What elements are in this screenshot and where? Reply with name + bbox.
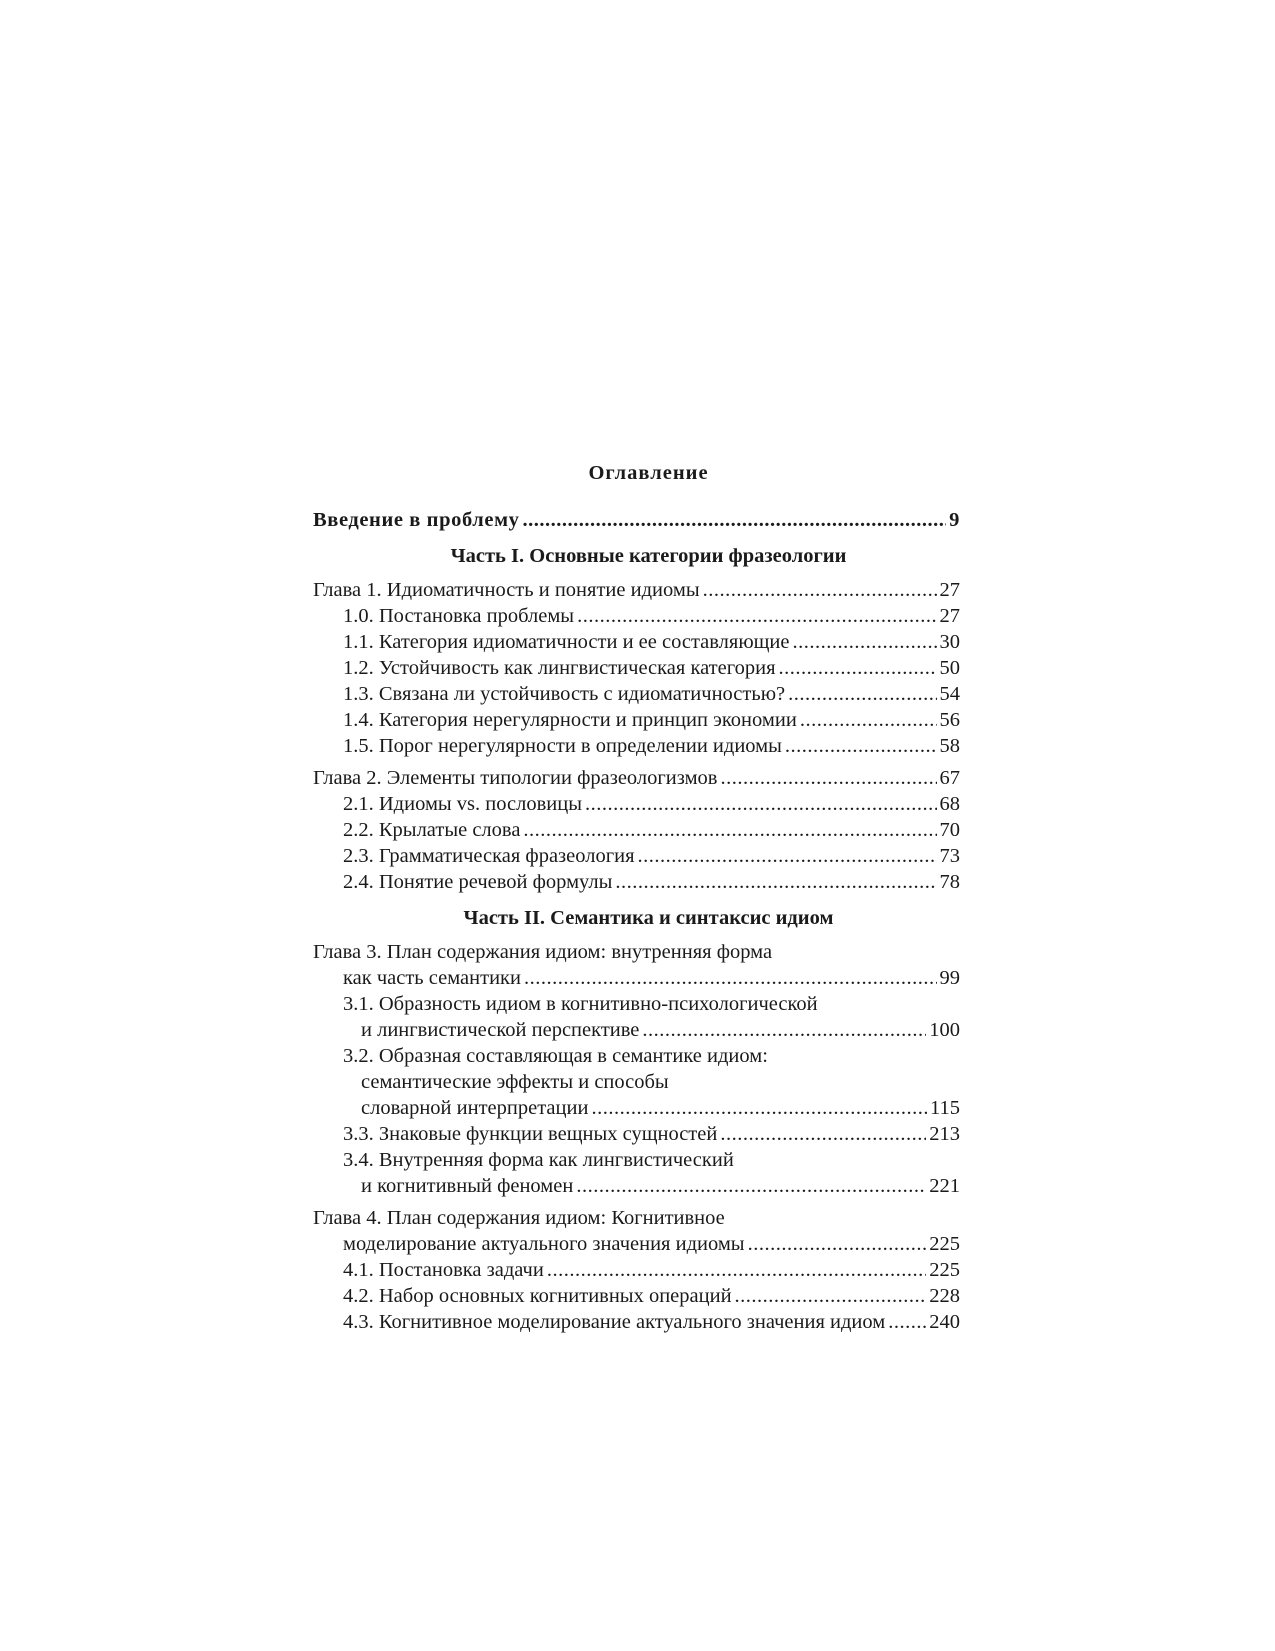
leader-dots	[523, 817, 936, 843]
toc-entry-section-3-4-line1[interactable]: 3.4. Внутренняя форма как лингвистический	[343, 1149, 734, 1171]
leader-dots	[547, 1257, 926, 1283]
entry-title: моделирование актуального значения идиомы	[343, 1233, 745, 1255]
leader-dots	[788, 681, 936, 707]
leader-dots	[720, 765, 936, 791]
entry-title: 4.1. Постановка задачи	[343, 1259, 544, 1281]
entry-title: 2.4. Понятие речевой формулы	[343, 871, 613, 893]
leader-dots	[642, 1017, 926, 1043]
entry-title: Введение в проблему	[313, 509, 520, 531]
entry-title: и лингвистической перспективе	[361, 1019, 640, 1041]
toc-entry-section-4-3[interactable]	[313, 1309, 960, 1335]
entry-page: 73	[939, 845, 960, 867]
toc-entry-section-1-0[interactable]	[313, 603, 960, 629]
entry-page: 70	[939, 819, 960, 841]
entry-title: словарной интерпретации	[361, 1097, 589, 1119]
entry-page: 240	[929, 1311, 960, 1333]
toc-entry-section-1-1[interactable]	[313, 629, 960, 655]
toc-entry-chapter-4-line1[interactable]: Глава 4. План содержания идиом: Когнитивное	[313, 1207, 725, 1229]
entry-title: 4.3. Когнитивное моделирование актуального значения идиом	[343, 1311, 886, 1333]
entry-page: 213	[929, 1123, 960, 1145]
entry-title: Глава 2. Элементы типологии фразеологизмов	[313, 767, 718, 789]
toc-entry-section-4-2[interactable]	[313, 1283, 960, 1309]
toc-entry-section-3-1[interactable]	[313, 1017, 960, 1043]
entry-page: 225	[929, 1233, 960, 1255]
entry-page: 221	[929, 1175, 960, 1197]
toc-entry-section-1-3[interactable]	[313, 681, 960, 707]
leader-dots	[735, 1283, 927, 1309]
leader-dots	[615, 869, 936, 895]
leader-dots	[524, 965, 937, 991]
leader-dots	[577, 603, 936, 629]
entry-page: 68	[939, 793, 960, 815]
entry-page: 9	[949, 509, 960, 531]
entry-title: 2.1. Идиомы vs. пословицы	[343, 793, 582, 815]
entry-title: 2.2. Крылатые слова	[343, 819, 521, 841]
entry-page: 115	[930, 1097, 960, 1119]
entry-title: 1.4. Категория нерегулярности и принцип экономии	[343, 709, 797, 731]
leader-dots	[888, 1309, 926, 1335]
leader-dots	[785, 733, 937, 759]
toc-entry-section-3-4[interactable]	[313, 1173, 960, 1199]
entry-title: 1.3. Связана ли устойчивость с идиоматичностью?	[343, 683, 786, 705]
toc-entry-section-3-2[interactable]	[313, 1095, 960, 1121]
entry-page: 56	[939, 709, 960, 731]
leader-dots	[591, 1095, 927, 1121]
entry-page: 30	[939, 631, 960, 653]
toc-entry-chapter-4[interactable]	[313, 1231, 960, 1257]
toc-entry-section-4-1[interactable]	[313, 1257, 960, 1283]
leader-dots	[800, 707, 937, 733]
toc-entry-section-2-4[interactable]	[313, 869, 960, 895]
toc-entry-intro[interactable]	[313, 507, 960, 533]
entry-page: 27	[939, 579, 960, 601]
entry-title: 1.5. Порог нерегулярности в определении идиомы	[343, 735, 782, 757]
entry-page: 78	[939, 871, 960, 893]
part-heading-2: Часть II. Семантика и синтаксис идиом	[463, 907, 834, 929]
toc-entry-section-3-2-line2[interactable]: семантические эффекты и способы	[361, 1071, 669, 1093]
toc-entry-section-3-2-line1[interactable]: 3.2. Образная составляющая в семантике идиом:	[343, 1045, 768, 1067]
leader-dots	[638, 843, 937, 869]
leader-dots	[585, 791, 937, 817]
leader-dots	[720, 1121, 926, 1147]
toc-entry-section-1-5[interactable]	[313, 733, 960, 759]
toc-entry-section-1-4[interactable]	[313, 707, 960, 733]
leader-dots	[779, 655, 937, 681]
leader-dots	[576, 1173, 926, 1199]
entry-page: 27	[939, 605, 960, 627]
entry-title: 1.2. Устойчивость как лингвистическая категория	[343, 657, 776, 679]
toc-entry-section-3-1-line1[interactable]: 3.1. Образность идиом в когнитивно-психологической	[343, 993, 818, 1015]
entry-title: и когнитивный феномен	[361, 1175, 574, 1197]
entry-page: 225	[929, 1259, 960, 1281]
entry-title: 1.1. Категория идиоматичности и ее составляющие	[343, 631, 790, 653]
entry-page: 228	[929, 1285, 960, 1307]
toc-title: Оглавление	[588, 462, 709, 484]
toc-entry-section-2-2[interactable]	[313, 817, 960, 843]
entry-title: как часть семантики	[343, 967, 521, 989]
toc-entry-chapter-2[interactable]	[313, 765, 960, 791]
entry-page: 50	[939, 657, 960, 679]
entry-title: 2.3. Грамматическая фразеология	[343, 845, 635, 867]
table-of-contents	[313, 462, 960, 1335]
entry-page: 54	[939, 683, 960, 705]
entry-page: 100	[929, 1019, 960, 1041]
leader-dots	[793, 629, 937, 655]
leader-dots	[703, 577, 937, 603]
entry-page: 58	[939, 735, 960, 757]
toc-entry-section-2-3[interactable]	[313, 843, 960, 869]
toc-entry-chapter-3[interactable]	[313, 965, 960, 991]
entry-title: 3.3. Знаковые функции вещных сущностей	[343, 1123, 718, 1145]
toc-entry-chapter-1[interactable]	[313, 577, 960, 603]
leader-dots	[748, 1231, 927, 1257]
leader-dots	[523, 507, 947, 533]
entry-title: 4.2. Набор основных когнитивных операций	[343, 1285, 732, 1307]
entry-page: 99	[939, 967, 960, 989]
toc-entry-section-2-1[interactable]	[313, 791, 960, 817]
toc-entry-chapter-3-line1[interactable]: Глава 3. План содержания идиом: внутренняя форма	[313, 941, 773, 963]
toc-entry-section-1-2[interactable]	[313, 655, 960, 681]
part-heading-1: Часть I. Основные категории фразеологии	[450, 545, 847, 567]
entry-page: 67	[939, 767, 960, 789]
entry-title: Глава 1. Идиоматичность и понятие идиомы	[313, 579, 700, 601]
toc-entry-section-3-3[interactable]	[313, 1121, 960, 1147]
entry-title: 1.0. Постановка проблемы	[343, 605, 575, 627]
